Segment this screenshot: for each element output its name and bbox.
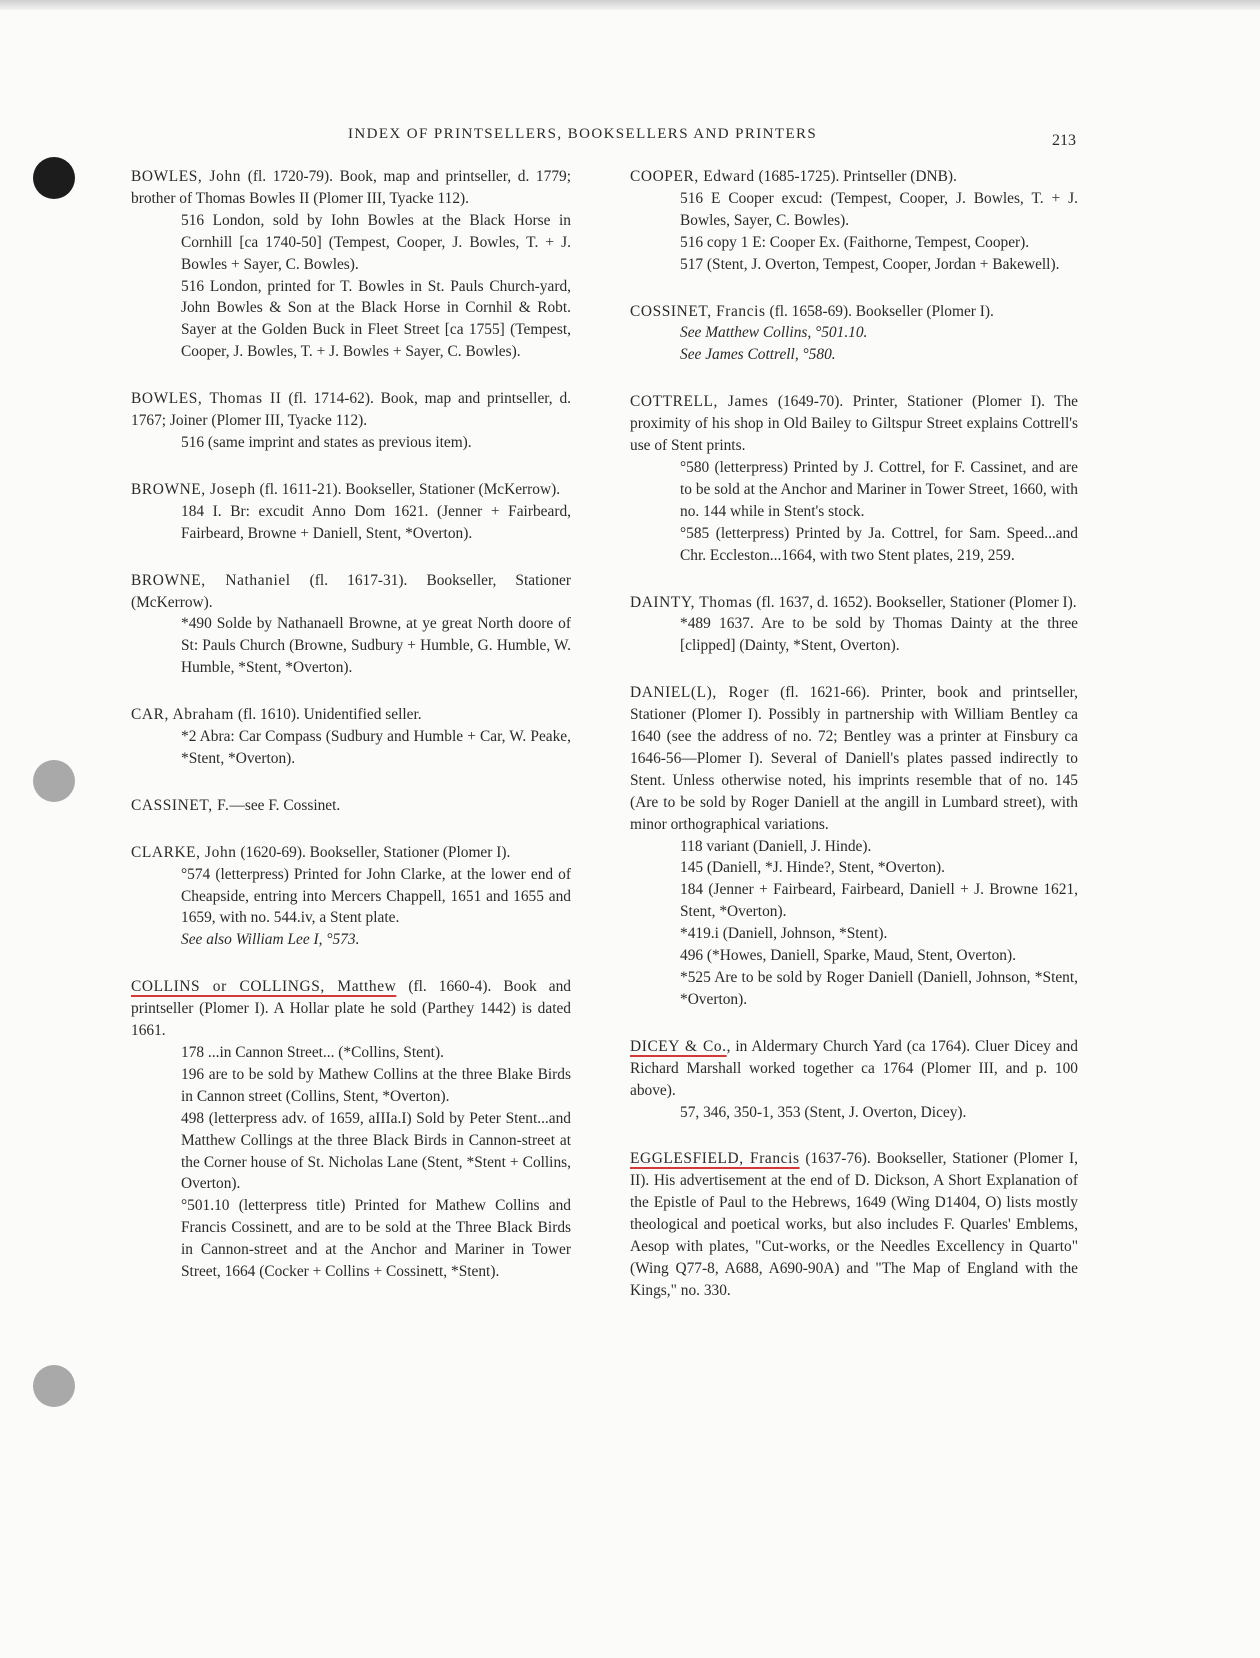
entry-item: 498 (letterpress adv. of 1659, aIIIa.I) Sold by Peter Stent...and Matthew Collings at the three Black Birds in Cannon-street at the Corner house of St. Nicholas Lane (Stent, *Stent + Collins, Overton). — [181, 1109, 571, 1193]
entry-item: °574 (letterpress) Printed for John Clarke, at the lower end of Cheapside, entring into Mercers Chappell, 1651 and 1655 and 1659, with no. 544.iv, a Stent plate. — [181, 865, 571, 927]
entry-heading: CLARKE, John — [131, 843, 237, 861]
entry-heading: DAINTY, Thomas — [630, 593, 753, 611]
entry-item: 516 London, sold by Iohn Bowles at the Black Horse in Cornhill [ca 1740-50] (Tempest, Cooper, J. Bowles, T. + J. Bowles + Sayer, C. Bowles). — [181, 211, 571, 273]
entry-dicey-co — [630, 1036, 1078, 1124]
entry-heading: COSSINET, Francis — [630, 302, 766, 320]
entry-cottrell-james — [630, 391, 1078, 566]
entry-heading-underlined: DICEY & Co. — [630, 1037, 727, 1055]
entry-bowles-thomas — [131, 388, 571, 454]
entry-text: (fl. 1637, d. 1652). Bookseller, Stationer (Plomer I). — [752, 593, 1077, 611]
entry-car-abraham — [131, 704, 571, 770]
entry-item: 496 (*Howes, Daniell, Sparke, Maud, Stent, Overton). — [680, 947, 1016, 965]
entry-text: (fl. 1617-31). Bookseller, Stationer (McKerrow). — [131, 571, 571, 611]
entry-cross-reference: See also William Lee I, °573. — [181, 931, 360, 949]
entry-heading: CASSINET, F. — [131, 796, 230, 814]
entry-item: *2 Abra: Car Compass (Sudbury and Humble + Car, W. Peake, *Stent, *Overton). — [181, 728, 571, 767]
entry-cassinet — [131, 795, 571, 817]
entry-text: (fl. 1611-21). Bookseller, Stationer (McKerrow). — [255, 480, 561, 498]
entry-text: (1685-1725). Printseller (DNB). — [754, 168, 957, 185]
entry-item: 118 variant (Daniell, J. Hinde). — [680, 837, 872, 855]
entry-item: 184 (Jenner + Fairbeard, Fairbeard, Daniell + J. Browne 1621, Stent, *Overton). — [680, 881, 1078, 921]
entry-text: (fl. 1660-4). Book and printseller (Plomer I). A Hollar plate he sold (Parthey 1442) is dated 1661. — [131, 978, 571, 1040]
entry-heading-underlined: COLLINS or COLLINGS, Matthew — [131, 978, 397, 996]
left-column — [131, 166, 571, 1308]
entry-item: 516 (same imprint and states as previous item). — [181, 433, 472, 451]
entry-item: *419.i (Daniell, Johnson, *Stent). — [680, 925, 888, 943]
entry-heading-underlined: EGGLESFIELD, Francis — [630, 1150, 800, 1168]
header-title: INDEX OF PRINTSELLERS, BOOKSELLERS AND PRINTERS — [348, 126, 818, 142]
entry-item: 57, 346, 350-1, 353 (Stent, J. Overton, Dicey). — [680, 1103, 967, 1121]
entry-dainty-thomas — [630, 592, 1078, 658]
entry-item: °585 (letterpress) Printed by Ja. Cottrel, for Sam. Speed...and Chr. Eccleston...1664, with two Stent plates, 219, 259. — [680, 524, 1078, 564]
entry-bowles-john — [131, 166, 571, 363]
entry-item: 516 E Cooper excud: (Tempest, Cooper, J. Bowles, T. + J. Bowles, Sayer, C. Bowles). — [680, 189, 1078, 229]
entry-daniell-roger — [630, 682, 1078, 1011]
entry-item: 517 (Stent, J. Overton, Tempest, Cooper, Jordan + Bakewell). — [680, 255, 1060, 273]
entry-item: °501.10 (letterpress title) Printed for Mathew Collins and Francis Cossinett, and are to be sold at the Three Black Birds in Cannon-street and at the Anchor and Mariner in Tower Street, 1664 (Cocker + Collins + Cossinett, *Stent). — [181, 1197, 571, 1281]
entry-heading: COTTRELL, James — [630, 393, 769, 411]
entry-item: *490 Solde by Nathanaell Browne, at ye great North doore of St: Pauls Church (Browne, Sudbury + Humble, G. Humble, W. Humble, *Stent, *Overton). — [181, 615, 571, 677]
entry-text: (fl. 1714-62). Book, map and printseller, d. 1767; Joiner (Plomer III, Tyacke 112). — [131, 390, 571, 430]
entry-heading: BROWNE, Joseph — [131, 480, 256, 498]
entry-item: °580 (letterpress) Printed by J. Cottrel, for F. Cassinet, and are to be sold at the Anchor and Mariner in Tower Street, 1660, with no. 144 while in Stent's stock. — [680, 458, 1078, 520]
entry-text: —see F. Cossinet. — [229, 796, 341, 814]
entry-egglesfield-francis — [630, 1148, 1078, 1301]
entry-item: *525 Are to be sold by Roger Daniell (Daniell, Johnson, *Stent, *Overton). — [680, 969, 1078, 1008]
punch-hole-bottom — [33, 1365, 75, 1407]
entry-item: 196 are to be sold by Mathew Collins at the three Blake Birds in Cannon street (Collins, Stent, *Overton). — [181, 1065, 571, 1105]
entry-text: (1649-70). Printer, Stationer (Plomer I). The proximity of his shop in Old Bailey to Giltspur Street explains Cottrell's use of Stent prints. — [630, 393, 1078, 455]
entry-cross-reference: See James Cottrell, °580. — [680, 346, 836, 364]
page-number: 213 — [1052, 132, 1076, 149]
entry-clarke-john — [131, 842, 571, 952]
punch-hole-middle — [33, 760, 75, 802]
entry-cooper-edward — [630, 166, 1078, 276]
entry-item: 178 ...in Cannon Street... (*Collins, Stent). — [181, 1044, 444, 1061]
entry-item: 145 (Daniell, *J. Hinde?, Stent, *Overton). — [680, 859, 946, 877]
entry-cossinet-francis — [630, 301, 1078, 367]
entry-heading: BROWNE, Nathaniel — [131, 571, 291, 589]
scan-edge — [0, 0, 1260, 10]
entry-item: 516 copy 1 E: Cooper Ex. (Faithorne, Tempest, Cooper). — [680, 233, 1030, 251]
entry-text: (fl. 1621-66). Printer, book and printseller, Stationer (Plomer I). Possibly in partnership with William Bentley ca 1640 (see the address of no. 72; Bentley was a printer at Finsbury ca 1646-56—Plomer I). Several of Daniell's plates passed indirectly to Stent. Unless otherwise noted, his imprints resemble that of no. 145 (Are to be sold by Roger Daniell at the angill in Lumbard street), with minor orthographical variations. — [630, 684, 1078, 833]
entry-text: (fl. 1658-69). Bookseller (Plomer I). — [765, 302, 994, 320]
entry-item: 184 I. Br: excudit Anno Dom 1621. (Jenner + Fairbeard, Fairbeard, Browne + Daniell, Stent, *Overton). — [181, 502, 571, 542]
entry-cross-reference: See Matthew Collins, °501.10. — [680, 324, 868, 342]
entry-browne-joseph — [131, 479, 571, 545]
entry-text: , in Aldermary Church Yard (ca 1764). Cluer Dicey and Richard Marshall worked together ca 1764 (Plomer III, and p. 100 above). — [630, 1037, 1078, 1099]
entry-text: (fl. 1610). Unidentified seller. — [233, 706, 422, 724]
entry-text: (1637-76). Bookseller, Stationer (Plomer I, II). His advertisement at the end of D. Dickson, A Short Explanation of the Epistle of Paul to the Hebrews, 1649 (Wing D1404, O) lists mostly theological and poetical works, but also includes F. Quarles' Emblems, Aesop with plates, "Cut-works, or the Needles Excellency in Quarto" (Wing Q77-8, A688, A690-90A) and "The Map of England with the Kings," no. 330. — [630, 1150, 1078, 1299]
entry-text: (fl. 1720-79). Book, map and printseller, d. 1779; brother of Thomas Bowles II (Plomer III, Tyacke 112). — [131, 168, 571, 207]
entry-heading: BOWLES, John — [131, 168, 242, 185]
entry-heading: COOPER, Edward — [630, 168, 755, 185]
entry-heading: BOWLES, Thomas II — [131, 390, 282, 408]
running-header — [0, 126, 1260, 148]
entry-collins-matthew — [131, 976, 571, 1283]
entry-browne-nathaniel — [131, 570, 571, 680]
entry-text: (1620-69). Bookseller, Stationer (Plomer I). — [236, 843, 511, 861]
entry-item: *489 1637. Are to be sold by Thomas Dainty at the three [clipped] (Dainty, *Stent, Overton). — [680, 615, 1078, 655]
entry-item: 516 London, printed for T. Bowles in St. Pauls Church-yard, John Bowles & Son at the Black Horse in Cornhil & Robt. Sayer at the Golden Buck in Fleet Street [ca 1755] (Tempest, Cooper, J. Bowles, T. + J. Bowles + Sayer, C. Bowles). — [181, 277, 571, 361]
right-column — [630, 166, 1078, 1327]
punch-hole-top — [33, 157, 75, 199]
entry-heading: CAR, Abraham — [131, 706, 234, 724]
entry-heading: DANIEL(L), Roger — [630, 684, 770, 702]
